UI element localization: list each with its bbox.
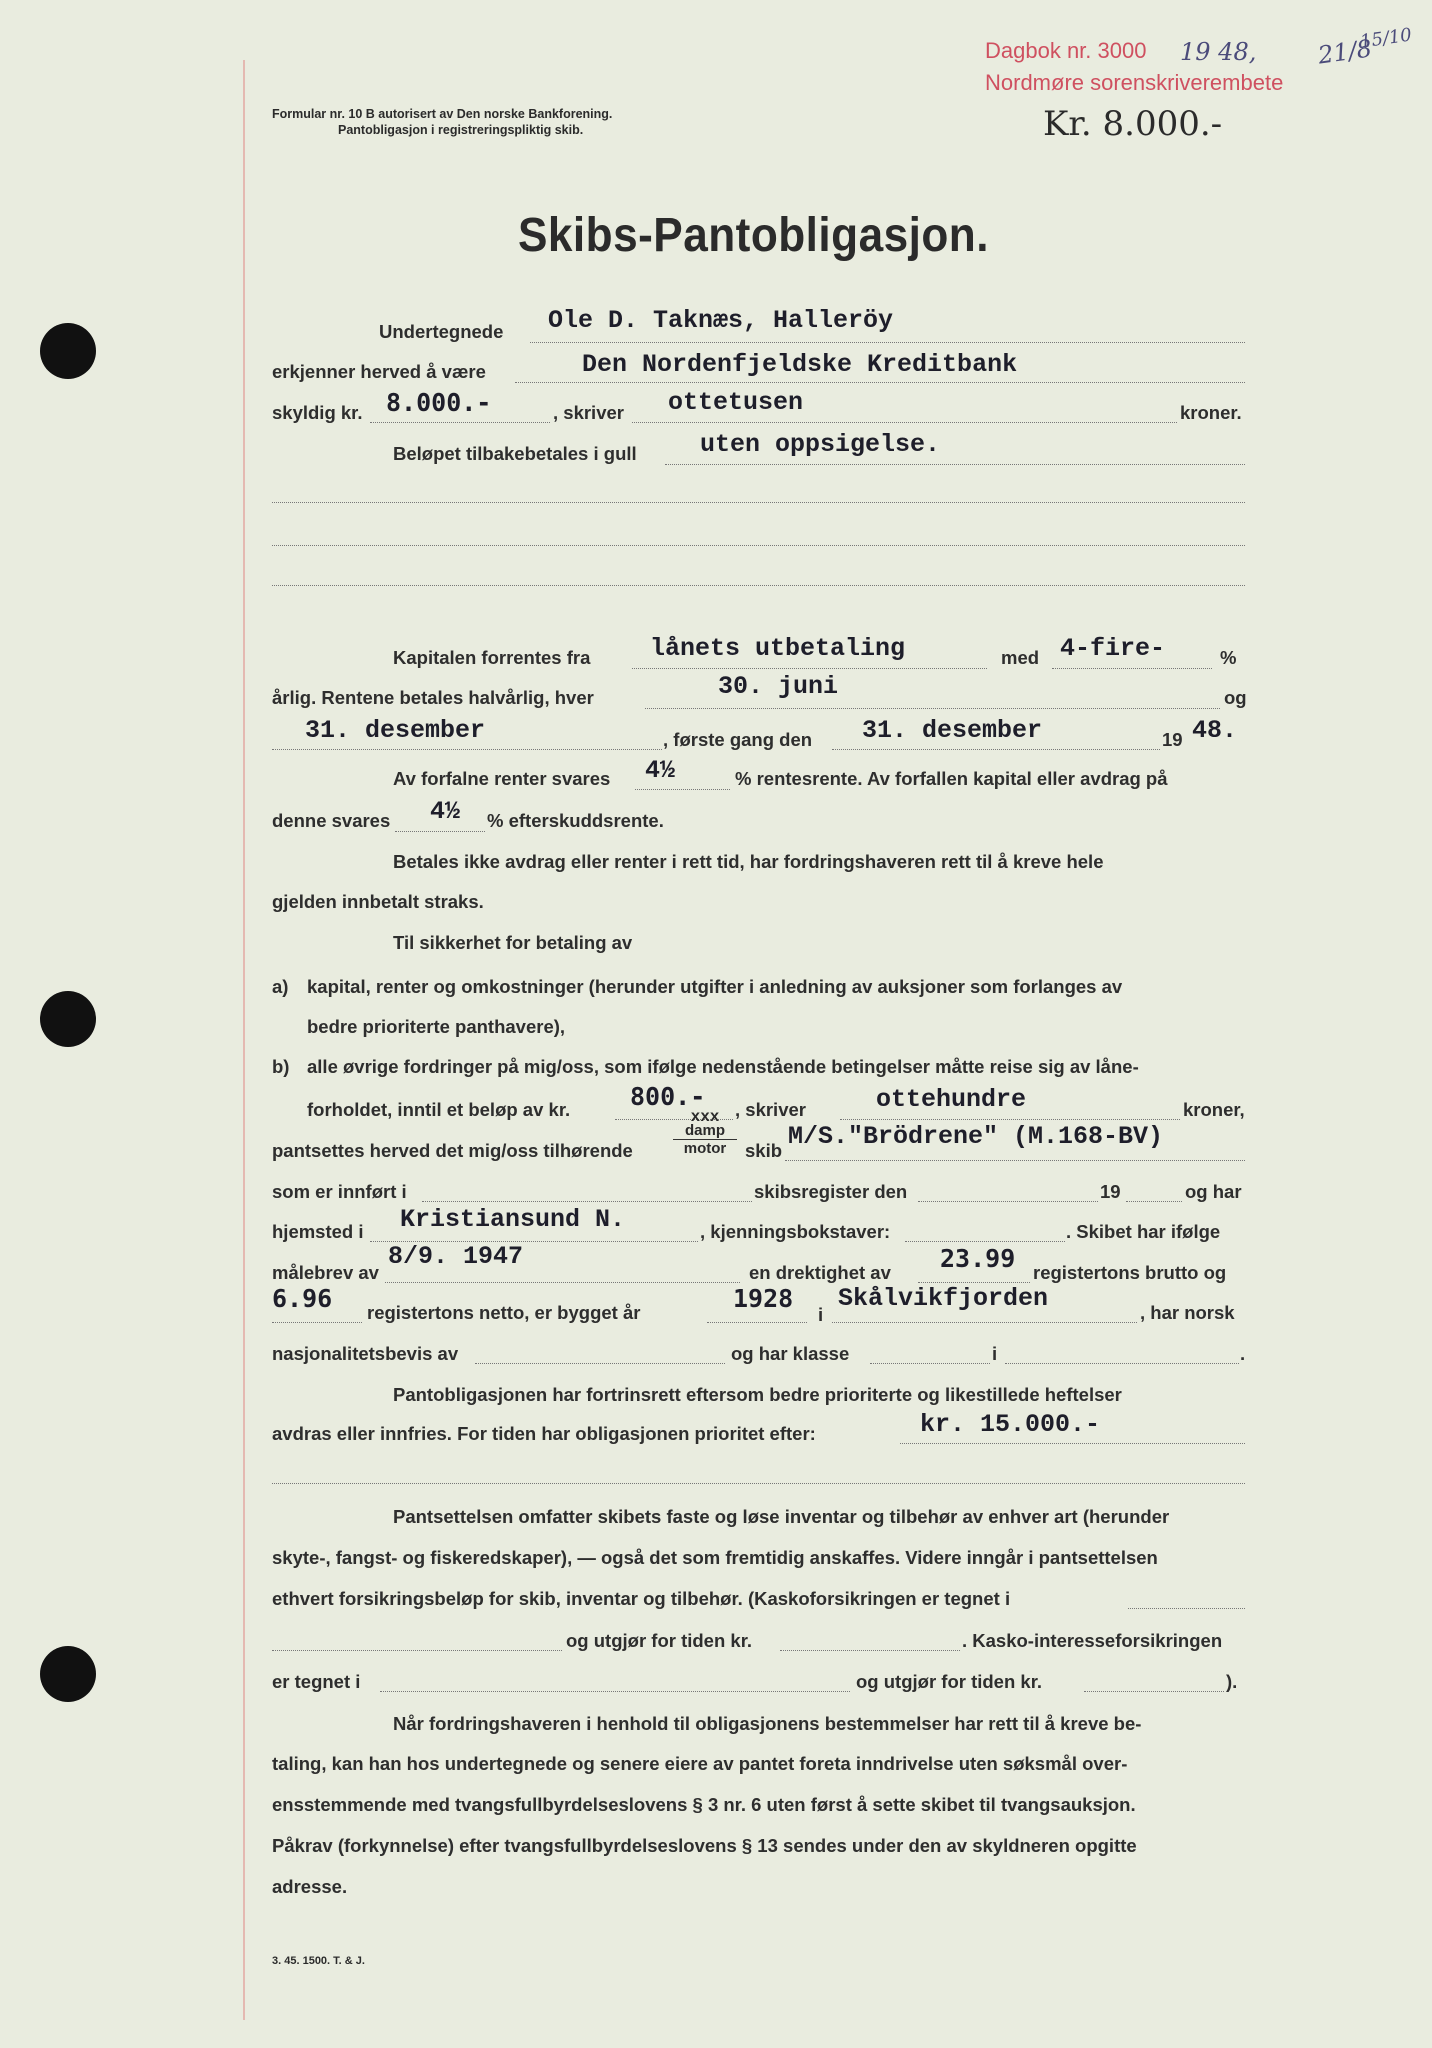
first-payment-year: 48. <box>1192 716 1238 745</box>
compound-interest-rate: 4½ <box>645 756 676 785</box>
aarlig-label: årlig. Rentene betales halvårlig, hver <box>272 687 594 708</box>
belopet-label: Beløpet tilbakebetales i gull <box>393 443 637 464</box>
punch-hole-1 <box>40 323 96 379</box>
debt-amount-words: ottetusen <box>668 388 804 417</box>
header-amount: Kr. 8.000.- <box>1043 104 1223 144</box>
pantsettes-label: pantsettes herved det mig/oss tilhørende <box>272 1140 633 1161</box>
insurance-line-5-c: ). <box>1226 1671 1238 1692</box>
closing-line-1: Når fordringshaveren i henhold til obligasjonens bestemmelser har rett til å kreve be- <box>393 1713 1142 1734</box>
insurance-line-1: Pantsettelsen omfatter skibets faste og løse inventar og tilbehør av enhver art (herunder <box>393 1506 1170 1527</box>
betales-line-1: Betales ikke avdrag eller renter i rett tid, har fordringshaveren rett til å kreve hele <box>393 851 1104 872</box>
erkjenner-label: erkjenner herved å være <box>272 361 486 382</box>
build-place: Skålvikfjorden <box>838 1284 1049 1313</box>
closing-line-4: Påkrav (forkynnelse) efter tvangsfullbyrdelseslovens § 13 sendes under den av skyldneren opgitte <box>272 1835 1137 1856</box>
og-label: og <box>1224 687 1247 708</box>
interest-rate: 4-fire- <box>1060 634 1166 663</box>
item-b-line-1: alle øvrige fordringer på mig/oss, som ifølge nedenstående betingelser måtte reise sig av låne- <box>307 1056 1139 1077</box>
item-a-marker: a) <box>272 976 289 997</box>
ifolge-label: . Skibet har ifølge <box>1066 1221 1221 1242</box>
insurance-line-5-b: og utgjør for tiden kr. <box>856 1671 1043 1692</box>
secured-amount: 800.- <box>630 1082 706 1111</box>
punch-hole-3 <box>40 1646 96 1702</box>
klasse-label: og har klasse <box>731 1343 850 1364</box>
skibsregister-label: skibsregister den <box>754 1181 908 1202</box>
drektighet-label: en drektighet av <box>749 1262 891 1283</box>
klasse-period: . <box>1240 1343 1246 1364</box>
netto-label: registertons netto, er bygget år <box>367 1302 641 1323</box>
insurance-line-2: skyte-, fangst- og fiskeredskaper), — også det som fremtidig anskaffes. Videre inngår i pantsettelsen <box>272 1547 1158 1568</box>
item-a-line-2: bedre prioriterte panthavere), <box>307 1016 566 1037</box>
document-title: Skibs-Pantobligasjon. <box>518 209 989 262</box>
closing-line-2: taling, kan han hos undertegnede og senere eiere av pantet foreta inndrivelse uten søksmål over- <box>272 1753 1128 1774</box>
ship-name: M/S."Brödrene" (M.168-BV) <box>788 1122 1164 1151</box>
register-year-prefix: 19 <box>1100 1181 1121 1202</box>
kjenning-label: , kjenningsbokstaver: <box>700 1221 891 1242</box>
measurement-date: 8/9. 1947 <box>388 1242 524 1271</box>
net-tonnage: 6.96 <box>272 1284 333 1313</box>
nasjonalitet-label: nasjonalitetsbevis av <box>272 1343 459 1364</box>
folio-handwritten: 15/10 <box>1358 24 1414 53</box>
insurance-line-5-a: er tegnet i <box>272 1671 361 1692</box>
debtor-name: Ole D. Taknæs, Halleröy <box>548 306 894 335</box>
item-b-line-2-label: forholdet, inntil et beløp av kr. <box>307 1099 571 1120</box>
home-port: Kristiansund N. <box>400 1205 626 1234</box>
secured-amount-words: ottehundre <box>876 1085 1027 1114</box>
innfort-label: som er innført i <box>272 1181 407 1202</box>
skib-label: skib <box>745 1140 783 1161</box>
prior-encumbrance: kr. 15.000.- <box>920 1410 1101 1439</box>
repayment-terms: uten oppsigelse. <box>700 430 941 459</box>
efterskudd-label: % efterskuddsrente. <box>487 810 664 831</box>
kroner-label: kroner. <box>1180 402 1242 423</box>
percent-sign: % <box>1220 647 1237 668</box>
formular-line-2: Pantobligasjon i registreringspliktig skib. <box>338 123 584 137</box>
forfalne-label: Av forfalne renter svares <box>393 768 611 789</box>
interest-start: lånets utbetaling <box>650 634 906 663</box>
first-payment-date: 31. desember <box>862 716 1043 745</box>
item-a-line-1: kapital, renter og omkostninger (herunder utgifter i anledning av auksjoner som forlanges av <box>307 976 1123 997</box>
ship-type-fraction <box>673 1108 737 1157</box>
priority-line-2-label: avdras eller innfries. For tiden har obligasjonen prioritet efter: <box>272 1423 816 1444</box>
insurance-line-4-b: . Kasko-interesseforsikringen <box>962 1630 1223 1651</box>
print-code: 3. 45. 1500. T. & J. <box>272 1955 365 1967</box>
kapitalen-label: Kapitalen forrentes fra <box>393 647 591 668</box>
ship-type-motor: motor <box>683 1140 727 1157</box>
rentesrente-label: % rentesrente. Av forfallen kapital eller avdrag på <box>735 768 1168 789</box>
med-label: med <box>1001 647 1040 668</box>
skyldig-label: skyldig kr. <box>272 402 363 423</box>
debt-amount: 8.000.- <box>386 388 492 417</box>
hjemsted-label: hjemsted i <box>272 1221 364 1242</box>
interest-date-2: 31. desember <box>305 716 486 745</box>
build-i-label: i <box>818 1304 824 1325</box>
malebrev-label: målebrev av <box>272 1262 379 1283</box>
office-stamp: Nordmøre sorenskriverembete <box>985 70 1284 95</box>
insurance-line-4-a: og utgjør for tiden kr. <box>566 1630 753 1651</box>
oghar-label: og har <box>1185 1181 1242 1202</box>
ship-type-damp: damp <box>673 1122 737 1140</box>
ship-type-strike: xxx <box>690 1108 720 1126</box>
skriver-label: , skriver <box>553 402 624 423</box>
closing-line-3: ensstemmende med tvangsfullbyrdelseslovens § 3 nr. 6 uten først å sette skibet til tvangsauksjon. <box>272 1794 1136 1815</box>
year-prefix: 19 <box>1162 729 1183 750</box>
brutto-label: registertons brutto og <box>1033 1262 1227 1283</box>
closing-line-5: adresse. <box>272 1876 348 1897</box>
dagbok-handwritten: 19 48, <box>1180 38 1257 66</box>
item-b-marker: b) <box>272 1056 290 1077</box>
norsk-label: , har norsk <box>1140 1302 1235 1323</box>
formular-line-1: Formular nr. 10 B autorisert av Den norske Bankforening. <box>272 107 613 121</box>
margin-line <box>243 60 245 2020</box>
sikkerhet-line: Til sikkerhet for betaling av <box>393 932 633 953</box>
date-handwritten: 21/8 <box>1316 34 1374 70</box>
klasse-i-label: i <box>992 1343 998 1364</box>
forste-label: , første gang den <box>663 729 813 750</box>
denne-label: denne svares <box>272 810 391 831</box>
item-b-skriver: , skriver <box>735 1099 806 1120</box>
insurance-line-3: ethvert forsikringsbeløp for skib, inventar og tilbehør. (Kaskoforsikringen er tegnet i <box>272 1588 1011 1609</box>
gross-tonnage: 23.99 <box>940 1244 1016 1273</box>
priority-line-1: Pantobligasjonen har fortrinsrett eftersom bedre prioriterte og likestillede heftelser <box>393 1384 1122 1405</box>
undertegnede-label: Undertegnede <box>379 321 504 342</box>
creditor-name: Den Nordenfjeldske Kreditbank <box>582 350 1018 379</box>
late-interest-rate: 4½ <box>430 797 461 826</box>
dagbok-stamp: Dagbok nr. 3000 <box>985 38 1147 63</box>
build-year: 1928 <box>733 1284 794 1313</box>
punch-hole-2 <box>40 991 96 1047</box>
item-b-kroner: kroner, <box>1183 1099 1245 1120</box>
interest-date-1: 30. juni <box>718 672 839 701</box>
betales-line-2: gjelden innbetalt straks. <box>272 891 484 912</box>
